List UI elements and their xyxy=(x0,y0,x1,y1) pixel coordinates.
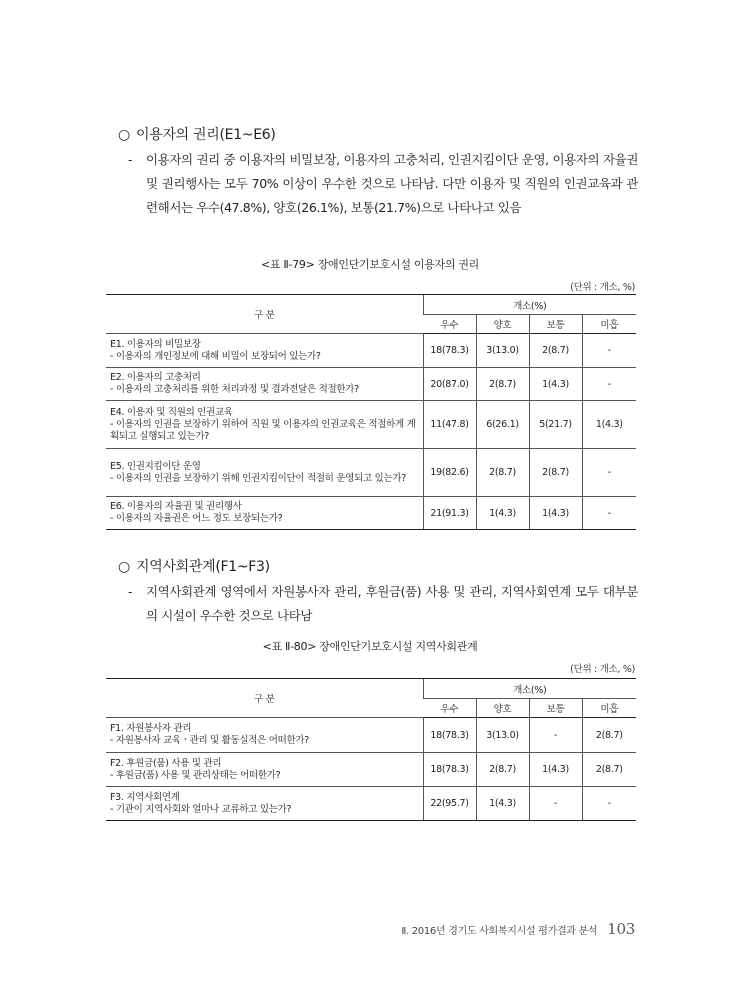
column-header: 양호 xyxy=(476,315,529,334)
table-row xyxy=(106,497,636,530)
section-heading-community xyxy=(118,556,270,576)
cell-value: 22(95.7) xyxy=(423,787,476,821)
column-header: 우수 xyxy=(423,699,476,718)
cell-value: - xyxy=(529,787,582,821)
cell-value: 21(91.3) xyxy=(423,497,476,530)
section-paragraph-community xyxy=(128,580,638,628)
cell-value: 2(8.7) xyxy=(476,753,529,787)
row-label: E1. 이용자의 비밀보장 - 이용자의 개인정보에 대해 비밀이 보장되어 있는가? xyxy=(106,334,423,368)
table-row xyxy=(106,368,636,401)
column-header-category: 구 분 xyxy=(106,295,423,334)
table-unit-note: (단위 : 개소, %) xyxy=(570,282,635,293)
cell-value: 1(4.3) xyxy=(529,753,582,787)
cell-value: 2(8.7) xyxy=(582,718,636,753)
table-row xyxy=(106,449,636,497)
column-group-header: 개소(%) xyxy=(423,295,636,315)
cell-value: 18(78.3) xyxy=(423,718,476,753)
cell-value: 2(8.7) xyxy=(476,368,529,401)
cell-value: 3(13.0) xyxy=(476,334,529,368)
cell-value: 11(47.8) xyxy=(423,401,476,449)
paragraph-text: 이용자의 권리 중 이용자의 비밀보장, 이용자의 고충처리, 인권지킴이단 운영, 이용자의 자율권 및 권리행사는 모두 70% 이상이 우수한 것으로 나타남. 다만 이용자 및 직원의 인권교육과 관련해서는 우수(47.8%), 양호(26.1%), 보통(21.7%)으로 나타나고 있음 xyxy=(146,152,638,215)
cell-value: 2(8.7) xyxy=(476,449,529,497)
cell-value: - xyxy=(582,449,636,497)
row-label: F2. 후원금(품) 사용 및 관리 - 후원금(품) 사용 및 관리상태는 어떠한가? xyxy=(106,753,423,787)
row-label: E5. 인권지킴이단 운영 - 이용자의 인권을 보장하기 위해 인권지킴이단이 적절히 운영되고 있는가? xyxy=(106,449,423,497)
circle-bullet: ○ xyxy=(118,127,130,143)
cell-value: - xyxy=(582,368,636,401)
column-header: 보통 xyxy=(529,699,582,718)
cell-value: 1(4.3) xyxy=(476,497,529,530)
table-row xyxy=(106,334,636,368)
cell-value: - xyxy=(582,787,636,821)
cell-value: 1(4.3) xyxy=(476,787,529,821)
table-row xyxy=(106,718,636,753)
table-row xyxy=(106,401,636,449)
table-row xyxy=(106,787,636,821)
cell-value: 2(8.7) xyxy=(529,449,582,497)
cell-value: - xyxy=(529,718,582,753)
row-label: E4. 이용자 및 직원의 인권교육 - 이용자의 인권을 보장하기 위하여 직원 및 이용자의 인권교육은 적절하게 계획되고 실행되고 있는가? xyxy=(106,401,423,449)
dash-bullet: - xyxy=(128,152,133,167)
cell-value: 19(82.6) xyxy=(423,449,476,497)
table-row xyxy=(106,753,636,787)
row-label: E6. 이용자의 자율권 및 권리행사 - 이용자의 자율권은 어느 정도 보장되는가? xyxy=(106,497,423,530)
cell-value: 6(26.1) xyxy=(476,401,529,449)
cell-value: 20(87.0) xyxy=(423,368,476,401)
page-number: 103 xyxy=(607,920,635,938)
dash-bullet: - xyxy=(128,584,133,599)
column-header: 보통 xyxy=(529,315,582,334)
cell-value: - xyxy=(582,497,636,530)
paragraph-text: 지역사회관계 영역에서 자원봉사자 관리, 후원금(품) 사용 및 관리, 지역사회연계 모두 대부분의 시설이 우수한 것으로 나타남 xyxy=(146,584,638,623)
table-caption: <표 Ⅱ-79> 장애인단기보호시설 이용자의 권리 xyxy=(260,258,479,271)
cell-value: 3(13.0) xyxy=(476,718,529,753)
cell-value: - xyxy=(582,334,636,368)
row-label: E2. 이용자의 고충처리 - 이용자의 고충처리를 위한 처리과정 및 결과전달은 적절한가? xyxy=(106,368,423,401)
row-label: F3. 지역사회연계 - 기관이 지역사회와 얼마나 교류하고 있는가? xyxy=(106,787,423,821)
column-header: 우수 xyxy=(423,315,476,334)
cell-value: 5(21.7) xyxy=(529,401,582,449)
cell-value: 1(4.3) xyxy=(582,401,636,449)
column-header-category: 구 분 xyxy=(106,679,423,718)
table-unit-note: (단위 : 개소, %) xyxy=(570,664,635,675)
column-header: 미흡 xyxy=(582,699,636,718)
footer-chapter-title: Ⅱ. 2016년 경기도 사회복지시설 평가결과 분석 xyxy=(401,926,598,937)
column-group-header: 개소(%) xyxy=(423,679,636,699)
section-heading-user-rights xyxy=(118,124,276,144)
section-heading-text: 이용자의 권리(E1~E6) xyxy=(136,127,276,143)
table-caption: <표 Ⅱ-80> 장애인단기보호시설 지역사회관계 xyxy=(262,640,478,653)
cell-value: 18(78.3) xyxy=(423,753,476,787)
cell-value: 18(78.3) xyxy=(423,334,476,368)
page-footer xyxy=(401,920,635,938)
cell-value: 1(4.3) xyxy=(529,497,582,530)
community-relations-table xyxy=(106,678,636,821)
circle-bullet: ○ xyxy=(118,559,130,575)
column-header: 양호 xyxy=(476,699,529,718)
column-header: 미흡 xyxy=(582,315,636,334)
user-rights-table xyxy=(106,294,636,530)
cell-value: 1(4.3) xyxy=(529,368,582,401)
cell-value: 2(8.7) xyxy=(529,334,582,368)
section-heading-text: 지역사회관계(F1~F3) xyxy=(136,559,270,575)
row-label: F1. 자원봉사자 관리 - 자원봉사자 교육ㆍ관리 및 활동실적은 어떠한가? xyxy=(106,718,423,753)
section-paragraph-user-rights xyxy=(128,148,638,220)
cell-value: 2(8.7) xyxy=(582,753,636,787)
